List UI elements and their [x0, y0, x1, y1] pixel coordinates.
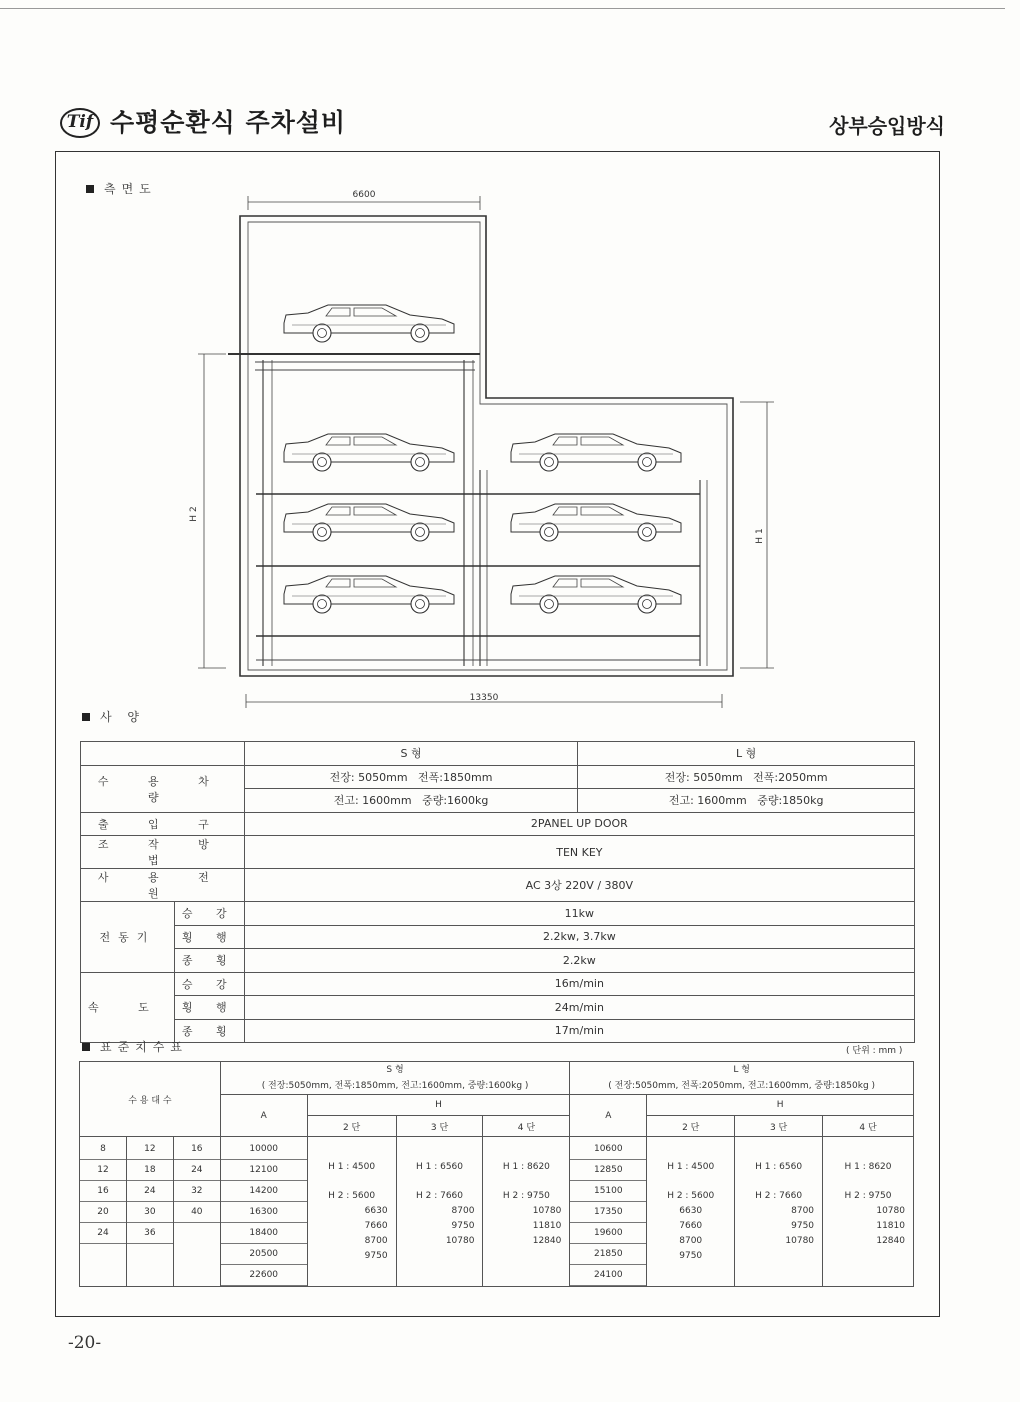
dim-top-label: 6600: [352, 190, 376, 200]
table-row: A H A H: [80, 1095, 914, 1116]
speed-label: 속 도: [81, 972, 175, 1043]
page-subtitle: 상부승입방식: [829, 114, 945, 138]
capacity-header: 수 용 대 수: [80, 1062, 221, 1137]
capacity-value: 16: [174, 1139, 220, 1160]
capacity-value: 8: [80, 1139, 126, 1160]
vehicle-label: 수 용 차 량: [81, 765, 245, 812]
capacity-value: 24: [127, 1181, 173, 1202]
spec-col-s: S 형: [244, 742, 578, 766]
side-view-drawing: [180, 180, 780, 710]
table-row: 횡 행 2.2kw, 3.7kw: [81, 925, 915, 949]
capacity-value: 36: [127, 1223, 173, 1244]
l-type-desc: ( 전장:5050mm, 전폭:2050mm, 전고:1600mm, 중량:1850kg ): [608, 1081, 876, 1091]
table-row: 조 작 방 법 TEN KEY: [81, 836, 915, 869]
l-type-title: L 형: [733, 1065, 750, 1075]
table-row: 전고: 1600mm 중량:1600kg 전고: 1600mm 중량:1850kg: [81, 789, 915, 813]
table-row: 속 도 승 강 16m/min: [81, 972, 915, 996]
page-header: [60, 104, 945, 144]
dim-bottom-label: 13350: [469, 693, 499, 703]
capacity-value: 40: [174, 1202, 220, 1223]
table-row: 출 입 구 2PANEL UP DOOR: [81, 812, 915, 836]
table-row: 전동기 승 강 11kw: [81, 902, 915, 926]
table-row: 종 횡 2.2kw: [81, 949, 915, 973]
section-spec: 사 양: [82, 708, 145, 725]
unit-note: ( 단위 : mm ): [846, 1046, 903, 1056]
section-standard: 표준치수표: [82, 1038, 188, 1055]
dim-h1-label: H 1: [755, 528, 765, 544]
s-h3-values: H 1 : 6560 H 2 : 7660 8700 9750 10780: [396, 1137, 483, 1287]
capacity-value: 18: [127, 1160, 173, 1181]
spec-table: [80, 741, 915, 1043]
table-row: 2 단 3 단 4 단 2 단 3 단 4 단: [80, 1116, 914, 1137]
capacity-value: 24: [80, 1223, 126, 1244]
square-bullet-icon: [82, 1043, 90, 1051]
table-row: 횡 행 24m/min: [81, 996, 915, 1020]
table-row: [80, 1062, 914, 1095]
square-bullet-icon: [86, 185, 94, 193]
table-row: 종 횡 17m/min: [81, 1019, 915, 1043]
l-h4-values: H 1 : 8620 H 2 : 9750 10780 11810 12840: [823, 1137, 914, 1287]
section-side-view: 측면도: [86, 180, 157, 197]
company-logo: Tif: [60, 108, 100, 138]
square-bullet-icon: [82, 713, 90, 721]
l-h2-values: H 1 : 4500 H 2 : 5600 6630 7660 8700 9750: [647, 1137, 735, 1287]
page-title: 수평순환식 주차설비: [110, 108, 347, 137]
s-h4-values: H 1 : 8620 H 2 : 9750 10780 11810 12840: [483, 1137, 570, 1287]
table-row: [80, 1137, 914, 1287]
capacity-value: 20: [80, 1202, 126, 1223]
spec-col-l: L 형: [578, 742, 915, 766]
page-number: -20-: [68, 1333, 102, 1353]
table-row: [81, 742, 915, 766]
l-h3-values: H 1 : 6560 H 2 : 7660 8700 9750 10780: [735, 1137, 823, 1287]
capacity-value: 24: [174, 1160, 220, 1181]
standard-table: [79, 1061, 914, 1287]
motor-label: 전동기: [81, 902, 175, 973]
capacity-value: 16: [80, 1181, 126, 1202]
capacity-value: 12: [80, 1160, 126, 1181]
capacity-3-tier: [126, 1137, 173, 1287]
capacity-value: 32: [174, 1181, 220, 1202]
top-rule: [0, 8, 1005, 9]
capacity-value: 12: [127, 1139, 173, 1160]
l-a-values: 10600 12850 15100 17350 19600 21850 24100: [570, 1137, 647, 1287]
s-type-desc: ( 전장:5050mm, 전폭:1850mm, 전고:1600mm, 중량:1600kg ): [261, 1081, 529, 1091]
s-a-values: 10000 12100 14200 16300 18400 20500 22600: [220, 1137, 307, 1287]
table-row: 사 용 전 원 AC 3상 220V / 380V: [81, 869, 915, 902]
s-h2-values: H 1 : 4500 H 2 : 5600 6630 7660 8700 9750: [307, 1137, 396, 1287]
dim-h2-label: H 2: [189, 506, 199, 522]
table-row: 수 용 차 량 전장: 5050mm 전폭:1850mm 전장: 5050mm 전폭:2050mm: [81, 765, 915, 789]
capacity-value: 30: [127, 1202, 173, 1223]
capacity-4-tier: [173, 1137, 220, 1287]
s-type-title: S 형: [386, 1065, 404, 1075]
capacity-2-tier: [80, 1137, 127, 1287]
